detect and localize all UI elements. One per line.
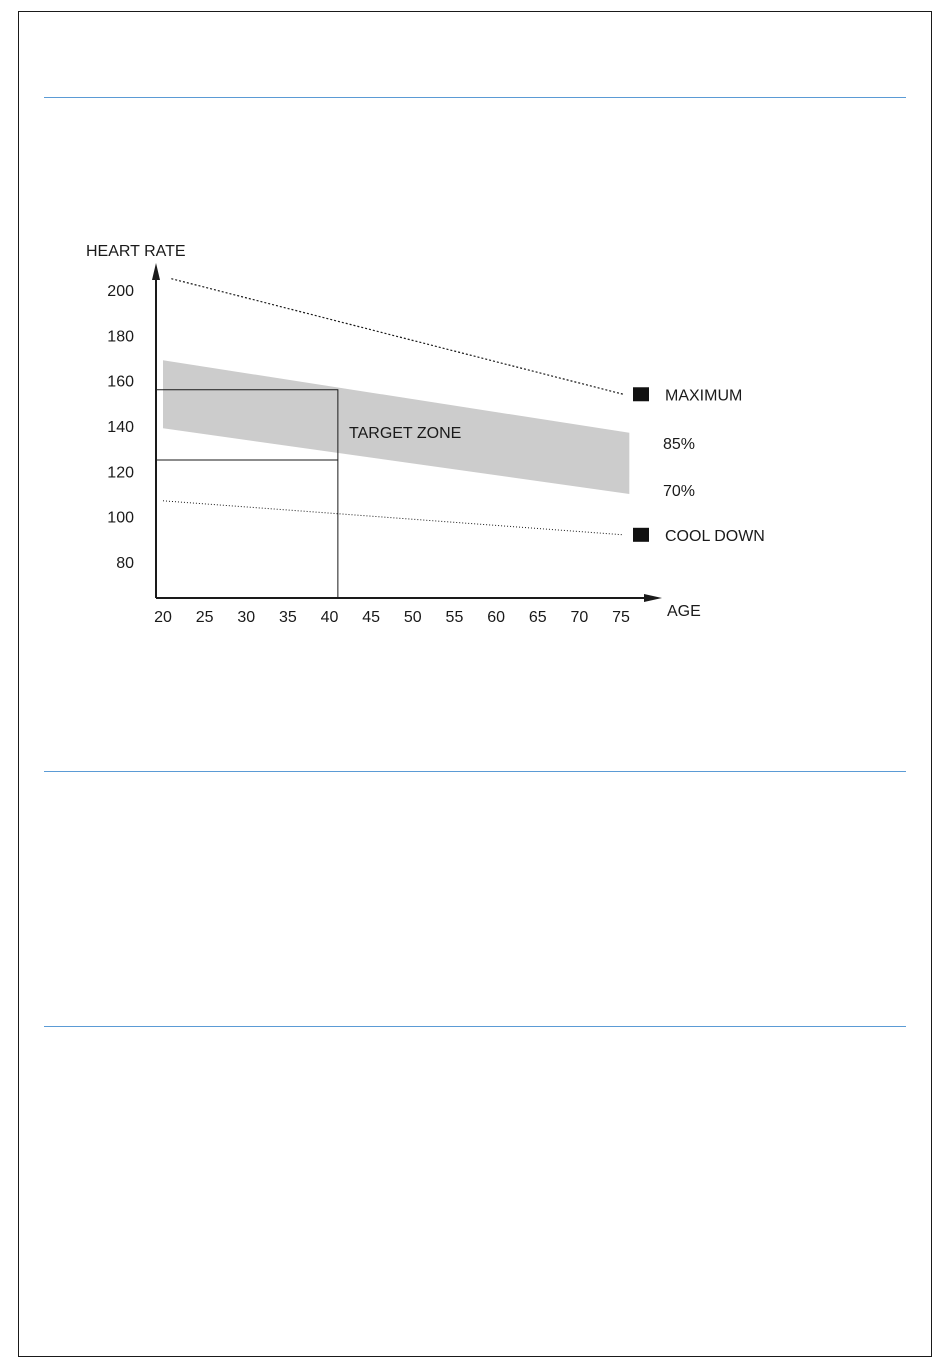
cool-down-line <box>163 501 623 535</box>
y-tick-label: 160 <box>107 373 134 391</box>
series-label: MAXIMUM <box>665 387 743 405</box>
x-tick-label: 55 <box>445 609 464 626</box>
target-zone-label: TARGET ZONE <box>349 425 462 442</box>
x-tick-label: 30 <box>237 609 256 626</box>
x-axis-label: AGE <box>667 603 701 620</box>
x-tick-label: 35 <box>279 609 297 626</box>
y-tick-label: 120 <box>107 464 134 482</box>
x-tick-label: 75 <box>612 609 630 626</box>
y-tick-label: 180 <box>107 328 134 346</box>
y-tick-labels <box>107 283 134 572</box>
y-tick-label: 100 <box>107 509 134 527</box>
y-tick-label: 200 <box>107 283 134 300</box>
y-axis-arrow <box>152 263 160 280</box>
x-tick-label: 50 <box>403 609 422 626</box>
x-tick-label: 40 <box>320 609 339 626</box>
y-tick-label: 140 <box>107 419 134 436</box>
series-label: 70% <box>663 483 696 500</box>
series-marker <box>633 528 649 542</box>
series-labels <box>633 387 765 545</box>
series-label: COOL DOWN <box>665 527 765 545</box>
x-tick-label: 65 <box>528 609 547 626</box>
y-axis-label: HEART RATE <box>86 243 186 260</box>
x-tick-label: 45 <box>362 609 381 626</box>
x-tick-label: 20 <box>154 609 172 626</box>
series-marker <box>633 387 649 401</box>
x-tick-labels <box>154 609 630 626</box>
x-axis-arrow <box>644 594 662 602</box>
x-tick-label: 25 <box>195 609 214 626</box>
x-tick-label: 70 <box>570 609 589 626</box>
y-tick-label: 80 <box>116 555 134 572</box>
x-tick-label: 60 <box>487 609 505 626</box>
series-label: 85% <box>663 436 696 453</box>
